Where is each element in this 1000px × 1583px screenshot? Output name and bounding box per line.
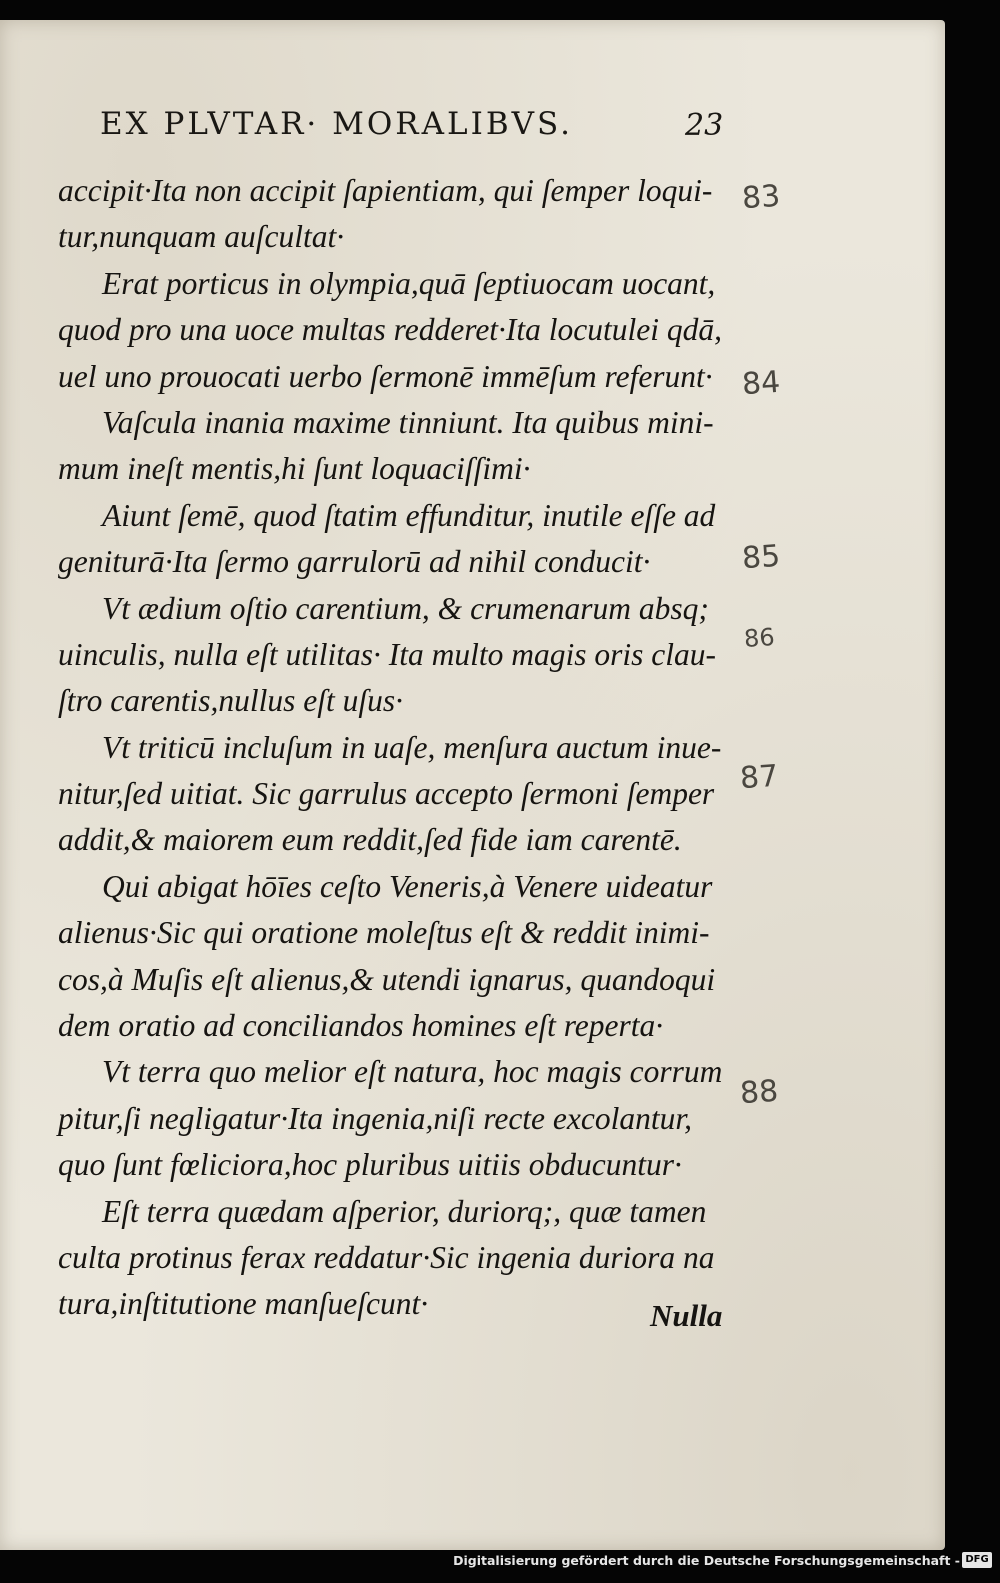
text-line: Vt ædium oſtio carentium, & crumenarum absq;: [102, 590, 709, 626]
text-line: Aiunt ſemē, quod ſtatim effunditur, inutile eſſe ad: [102, 497, 716, 533]
margin-note: 84: [740, 364, 782, 403]
text-line: addit,& maiorem eum reddit,ſed fide iam carentē.: [58, 822, 682, 858]
text-line: quo ſunt fœliciora,hoc pluribus uitiis obducuntur·: [58, 1147, 682, 1183]
text-line: quod pro una uoce multas redderet·Ita locutulei qdā,: [58, 312, 723, 348]
text-line: mum ineſt mentis,hi ſunt loquaciſſimi·: [58, 451, 531, 487]
book-page: [0, 20, 945, 1550]
text-line: alienus·Sic qui oratione moleſtus eſt & reddit inimi-: [58, 915, 710, 951]
page-number: 23: [685, 108, 724, 143]
text-line: uinculis, nulla eſt utilitas· Ita multo magis oris clau-: [58, 636, 716, 672]
digitization-credit: Digitalisierung gefördert durch die Deutsche Forschungsgemeinschaft -: [453, 1553, 960, 1568]
dfg-logo: DFG: [962, 1552, 992, 1568]
margin-note: 85: [740, 538, 782, 577]
text-line: Vaſcula inania maxime tinniunt. Ita quibus mini-: [102, 404, 714, 440]
text-line: uel uno prouocati uerbo ſermonē immēſum referunt·: [58, 358, 713, 394]
margin-note: 83: [740, 178, 782, 217]
margin-note: 86: [743, 622, 776, 654]
text-line: Eſt terra quædam aſperior, duriorq;, quæ tamen: [102, 1193, 707, 1229]
text-line: Erat porticus in olympia,quā ſeptiuocam uocant,: [102, 265, 716, 301]
text-line: geniturā·Ita ſermo garrulorū ad nihil conducit·: [58, 544, 651, 580]
text-line: pitur,ſi negligatur·Ita ingenia,niſi recte excolantur,: [58, 1100, 692, 1136]
text-line: Qui abigat hōīes ceſto Veneris,à Venere uideatur: [102, 868, 713, 904]
text-line: ſtro carentis,nullus eſt uſus·: [58, 683, 404, 719]
text-line: Vt terra quo melior eſt natura, hoc magis corrum: [102, 1054, 723, 1090]
running-header: EX PLVTAR· MORALIBVS.: [100, 106, 573, 142]
text-line: cos,à Muſis eſt alienus,& utendi ignarus, quandoqui: [58, 961, 716, 997]
text-line: tur,nunquam auſcultat·: [58, 219, 345, 255]
margin-note: 87: [738, 758, 780, 797]
text-line: culta protinus ferax reddatur·Sic ingenia duriora na: [58, 1239, 715, 1275]
text-line: nitur,ſed uitiat. Sic garrulus accepto ſermoni ſemper: [58, 776, 715, 812]
text-line: tura,inſtitutione manſueſcunt·: [58, 1286, 429, 1322]
margin-note: 88: [738, 1073, 780, 1112]
text-line: accipit·Ita non accipit ſapientiam, qui ſemper loqui-: [58, 173, 713, 208]
text-line: Vt triticū incluſum in uaſe, menſura auctum inue-: [102, 729, 722, 765]
text-line: dem oratio ad conciliandos homines eſt reperta·: [58, 1008, 664, 1044]
body-text: [58, 168, 758, 1328]
catchword: Nulla: [650, 1298, 723, 1333]
